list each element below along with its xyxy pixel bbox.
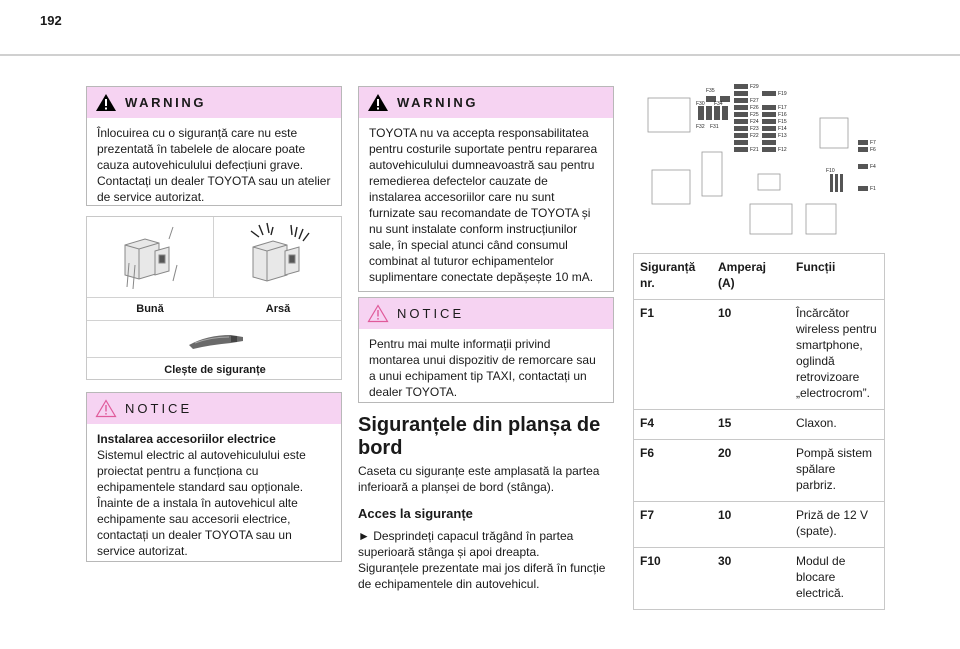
table-row bbox=[634, 502, 885, 548]
notice-triangle-icon bbox=[95, 399, 117, 418]
warning-box-2 bbox=[358, 86, 614, 292]
blown-fuse-label: Arsă bbox=[265, 303, 291, 315]
header-rule bbox=[0, 54, 960, 56]
diagram-label: F22 bbox=[750, 133, 759, 139]
fuse-number: F7 bbox=[634, 502, 713, 548]
diagram-label: F21 bbox=[750, 147, 759, 153]
notice-box-1 bbox=[86, 392, 342, 562]
diagram-label: F26 bbox=[750, 105, 759, 111]
diagram-label: F12 bbox=[778, 147, 787, 153]
warning-text: TOYOTA nu va accepta responsabilitatea pentru costurile suportate pentru repararea autovehiculului dumneavoastră sau pentru remedierea defectelor cauzate de instalarea accesoriilor care nu sunt furnizate sau recomandate de TOYOTA și nu sunt instalate conform instrucțiunilor sale, în special atunci când consumul combinat al tuturor echipamentelor suplimentare conectate depășește 10 mA. bbox=[369, 126, 598, 284]
fuse-box-diagram bbox=[640, 78, 890, 248]
notice-title: NOTICE bbox=[125, 401, 193, 416]
fuse-number: F10 bbox=[634, 548, 713, 610]
fuse-amperage: 10 bbox=[712, 300, 790, 410]
section-title: Siguranțele din planșa de bord bbox=[358, 414, 601, 459]
diagram-label: F1 bbox=[870, 186, 876, 192]
notice-box-2 bbox=[358, 297, 614, 403]
warning-text: Înlocuirea cu o siguranță care nu este prezentată în tabelele de alocare poate cauza autovehiculului defecțiuni grave. Contactați un dealer TOYOTA sau un atelier de service autorizat. bbox=[97, 126, 331, 204]
page-number: 192 bbox=[40, 13, 62, 28]
diagram-label: F13 bbox=[778, 133, 787, 139]
table-header-cell: Funcții bbox=[790, 254, 885, 300]
diagram-label: F14 bbox=[778, 126, 787, 132]
diagram-label: F17 bbox=[778, 105, 787, 111]
table-row bbox=[634, 548, 885, 610]
fuse-function: Modul de blocare electrică. bbox=[790, 548, 885, 610]
blown-fuse-illustration bbox=[245, 221, 319, 291]
diagram-label: F27 bbox=[750, 98, 759, 104]
section-intro: Caseta cu siguranțe este amplasată la partea inferioară a planșei de bord (stânga). bbox=[358, 464, 600, 494]
table-header-row bbox=[634, 254, 885, 300]
diagram-label: F29 bbox=[750, 84, 759, 90]
fuse-function: Pompă sistem spălare parbriz. bbox=[790, 440, 885, 502]
diagram-label: F10 bbox=[826, 168, 835, 174]
fuse-amperage: 30 bbox=[712, 548, 790, 610]
table-row bbox=[634, 440, 885, 502]
good-fuse-illustration bbox=[117, 225, 187, 291]
fuse-function: Încărcător wireless pentru smartphone, oglindă retrovizoare „electrocrom”. bbox=[790, 300, 885, 410]
good-fuse-label: Bună bbox=[136, 303, 164, 315]
fuse-number: F6 bbox=[634, 440, 713, 502]
diagram-label: F15 bbox=[778, 119, 787, 125]
fuse-amperage: 15 bbox=[712, 410, 790, 440]
warning-triangle-icon bbox=[95, 93, 117, 112]
fuse-function: Priză de 12 V (spate). bbox=[790, 502, 885, 548]
fuse-amperage: 20 bbox=[712, 440, 790, 502]
notice-text: Sistemul electric al autovehiculului este proiectat pentru a funcționa cu echipamentele standard sau opționale. bbox=[97, 448, 306, 494]
fuse-amperage: 10 bbox=[712, 502, 790, 548]
warning-box-1 bbox=[86, 86, 342, 206]
table-row bbox=[634, 300, 885, 410]
notice-title: NOTICE bbox=[397, 306, 465, 321]
diagram-label: F7 bbox=[870, 140, 876, 146]
fuse-figure bbox=[86, 216, 342, 380]
diagram-label: F31 bbox=[710, 124, 719, 130]
diagram-label: F6 bbox=[870, 147, 876, 153]
table-row bbox=[634, 410, 885, 440]
table-header-cell: Amperaj (A) bbox=[712, 254, 790, 300]
table-header-cell: Siguranță nr. bbox=[634, 254, 713, 300]
diagram-label: F16 bbox=[778, 112, 787, 118]
notice-heading: Instalarea accesoriilor electrice bbox=[97, 432, 276, 446]
diagram-label: F23 bbox=[750, 126, 759, 132]
fuse-table bbox=[633, 253, 885, 610]
notice-text: Pentru mai multe informații privind montarea unui dispozitiv de remorcare sau a unui echipament tip TAXI, contactați un dealer TOYOTA. bbox=[369, 337, 596, 399]
notice-text: Înainte de a instala în autovehicul alte echipamente sau accesorii electrice, contactați un dealer TOYOTA sau un service autorizat. bbox=[97, 496, 298, 558]
diagram-label: F34 bbox=[714, 101, 723, 107]
fuse-number: F1 bbox=[634, 300, 713, 410]
fuse-number: F4 bbox=[634, 410, 713, 440]
diagram-label: F32 bbox=[696, 124, 705, 130]
fuse-pliers-illustration bbox=[187, 327, 245, 353]
access-title: Acces la siguranțe bbox=[358, 506, 473, 521]
diagram-label: F25 bbox=[750, 112, 759, 118]
access-note: Siguranțele prezentate mai jos diferă în funcție de echipamentele din autovehicul. bbox=[358, 561, 606, 591]
fuse-pliers-label: Clește de siguranțe bbox=[164, 364, 266, 376]
fuse-function: Claxon. bbox=[790, 410, 885, 440]
diagram-label: F30 bbox=[696, 101, 705, 107]
diagram-label: F24 bbox=[750, 119, 759, 125]
diagram-label: F19 bbox=[778, 91, 787, 97]
access-step: ► Desprindeți capacul trăgând în partea superioară stânga și apoi dreapta. bbox=[358, 529, 574, 559]
notice-triangle-icon bbox=[367, 304, 389, 323]
warning-title: WARNING bbox=[397, 95, 479, 110]
warning-triangle-icon bbox=[367, 93, 389, 112]
warning-title: WARNING bbox=[125, 95, 207, 110]
diagram-label: F4 bbox=[870, 164, 876, 170]
diagram-label: F35 bbox=[706, 88, 715, 94]
